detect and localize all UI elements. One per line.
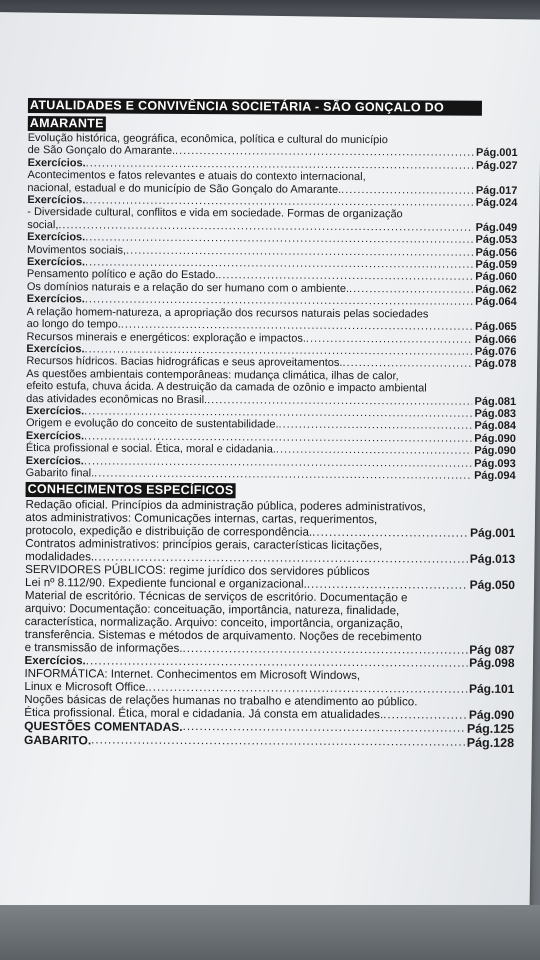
toc-entry-text: Recursos hídricos. Bacias hidrográficas e seus aproveitamentos. [26, 355, 343, 370]
toc-entry-text: Exercícios. [25, 429, 85, 443]
toc-entry-text: nacional, estadual e do município de São Gonçalo do Amarante. [27, 181, 342, 196]
toc-entry-text: Exercícios. [26, 342, 85, 356]
toc-entry-text: Exercícios. [27, 194, 86, 207]
toc-entry-text: Evolução histórica, geográfica, econômica, política e cultural do município [27, 131, 388, 147]
toc-entry-text: das atividades econômicas no Brasil. [26, 392, 208, 406]
section-atualidades-list [26, 132, 518, 482]
section-heading-conhecimentos: CONHECIMENTOS ESPECÍFICOS [26, 482, 236, 498]
toc-page-number: Pág.081 [474, 395, 517, 408]
dot-leader [341, 184, 474, 197]
toc-page-number: Pág.076 [474, 345, 517, 358]
section-heading-atualidades-cont: AMARANTE [28, 116, 106, 131]
toc-page-number: Pág.053 [475, 233, 518, 247]
toc-page-number: Pág.050 [469, 578, 516, 593]
toc-entry-text: Ética profissional e social. Ética, moral e cidadania. [25, 442, 276, 456]
toc-entry-text: As questões ambientais contemporâneas: mudança climática, ilhas de calor, [26, 367, 399, 382]
toc-page-number: Pág.084 [474, 420, 517, 433]
toc-page-number: Pág.090 [474, 444, 516, 458]
toc-entry-text: A relação homem-natureza, a apropriação dos recursos naturais pelas sociedades [26, 305, 429, 321]
toc-page-number: Pág.062 [475, 283, 517, 296]
toc-entry-text: Exercícios. [24, 654, 86, 668]
toc-page-number: Pág.060 [475, 271, 517, 284]
section-heading-atualidades: ATUALIDADES E CONVIVÊNCIA SOCIETÁRIA - SÃO GONÇALO DO [28, 98, 482, 116]
toc-entry-text: Acontecimentos e fatos relevantes e atuais do contexto internacional, [27, 169, 366, 184]
toc-page-number: Pág.093 [474, 457, 516, 470]
toc-page-number: Pág.056 [475, 246, 518, 259]
toc-entry-text: protocolo, expedição e distribuição de correspondência. [25, 524, 313, 540]
toc-page-number: Pág.064 [475, 296, 517, 309]
toc-entry-text: Movimentos sociais, [27, 243, 127, 257]
toc-entry-text: Recursos minerais e energéticos: exploração e impactos. [26, 330, 306, 345]
dot-leader [307, 578, 468, 592]
toc-entry-text: efeito estufa, chuva ácida. A destruição da camada de ozônio e impacto ambiental [26, 380, 427, 395]
toc-entry-text: Os domínios naturais e a relação do ser humano com o ambiente. [26, 280, 350, 295]
toc-page-number: Pág.090 [474, 432, 516, 445]
toc-entry-text: modalidades. [25, 550, 95, 564]
toc-page-number: Pág.024 [475, 196, 518, 210]
toc-entry-text: Exercícios. [27, 156, 86, 170]
toc-entry-text: Linux e Microsoft Office. [24, 680, 149, 695]
toc-entry-text: Noções básicas de relações humanas no trabalho e atendimento ao público. [24, 693, 418, 709]
closing-entries [24, 719, 514, 750]
toc-entry-text: de São Gonçalo do Amarante. [27, 144, 176, 158]
toc-entry-text: Exercícios. [27, 231, 86, 244]
toc-page-number: Pág.078 [474, 358, 517, 371]
toc-page-number: Pág.001 [476, 147, 518, 160]
toc-entry-text: atos administrativos: Comunicações internas, cartas, requerimentos, [25, 511, 378, 527]
toc-page-number: Pág.027 [475, 159, 518, 172]
table-of-contents [24, 96, 518, 750]
section-conhecimentos-list [24, 498, 515, 722]
toc-entry-text: Pensamento político e ação do Estado. [26, 268, 219, 282]
toc-entry-text: INFORMÁTICA: Internet. Conhecimentos em Microsoft Windows, [24, 667, 361, 683]
toc-entry-text: QUESTÕES COMENTADAS. [24, 719, 183, 735]
toc-entry-text: Ética profissional. Ética, moral e cidadania. Já consta em atualidades. [24, 706, 384, 722]
toc-entry-text: Exercícios. [26, 256, 86, 269]
dot-leader [94, 467, 472, 482]
toc-page-number: Pág.066 [474, 333, 517, 346]
toc-entry [24, 733, 514, 750]
toc-page-number: Pág.090 [468, 708, 515, 723]
dot-leader [91, 734, 465, 750]
toc-page-number: Pág.083 [474, 407, 517, 420]
dot-leader [349, 283, 473, 296]
toc-page-number: Pág.013 [469, 552, 516, 567]
toc-entry-text: Contratos administrativos: princípios gerais, características licitações, [25, 537, 383, 553]
toc-entry-text: GABARITO. [24, 733, 92, 748]
toc-entry-text: arquivo: Documentação: conceituação, importância, natureza, finalidade, [24, 602, 400, 618]
toc-entry-text: característica, normalização. Arquivo: conceito, importância, organização, [24, 615, 404, 631]
dot-leader [279, 419, 473, 433]
toc-entry-text: ao longo do tempo. [26, 318, 121, 331]
dot-leader [312, 526, 468, 540]
toc-entry-text: Gabarito final. [25, 466, 95, 480]
toc-entry-text: social, [27, 218, 59, 232]
toc-page-number: Pág.125 [466, 722, 515, 737]
toc-entry-text: e transmissão de informações. [24, 641, 183, 656]
toc-page-number: Pág.017 [475, 184, 518, 197]
toc-entry-text: Redação oficial. Princípios da administração pública, poderes administrativos, [25, 498, 426, 514]
toc-entry-text: transferência. Sistemas e métodos de arquivamento. Noções de recebimento [24, 628, 422, 644]
toc-entry-text: SERVIDORES PÚBLICOS: regime jurídico dos servidores públicos [25, 563, 370, 579]
toc-entry-text: Exercícios. [26, 293, 85, 306]
toc-page-number: Pág.094 [474, 469, 516, 482]
background-bottom [0, 905, 540, 960]
toc-entry-text: Origem e evolução do conceito de sustentabilidade. [25, 417, 279, 431]
toc-entry-text: Material de escritório. Técnicas de serviços de escritório. Documentação e [24, 589, 408, 605]
toc-page-number: Pág.101 [468, 682, 515, 697]
dot-leader [383, 709, 467, 723]
toc-entry-text: Exercícios. [25, 454, 84, 467]
toc-page-number: Pág.128 [466, 736, 515, 751]
dot-leader [276, 444, 472, 458]
toc-page-number: Pág.001 [469, 526, 516, 541]
toc-entry-text: Lei nº 8.112/90. Expediente funcional e organizacional. [24, 576, 307, 592]
toc-page-number: Pág.098 [469, 656, 515, 671]
toc-page-number: Pág.049 [475, 221, 518, 234]
toc-page-number: Pág 087 [469, 643, 515, 658]
dot-leader [342, 357, 472, 370]
dot-leader [306, 332, 473, 345]
toc-page-number: Pág.065 [474, 320, 517, 334]
toc-entry-text: Exercícios. [26, 404, 85, 418]
toc-page-number: Pág.059 [475, 258, 518, 272]
toc-entry-text: - Diversidade cultural, conflitos e vida em sociedade. Formas de organização [27, 206, 403, 221]
